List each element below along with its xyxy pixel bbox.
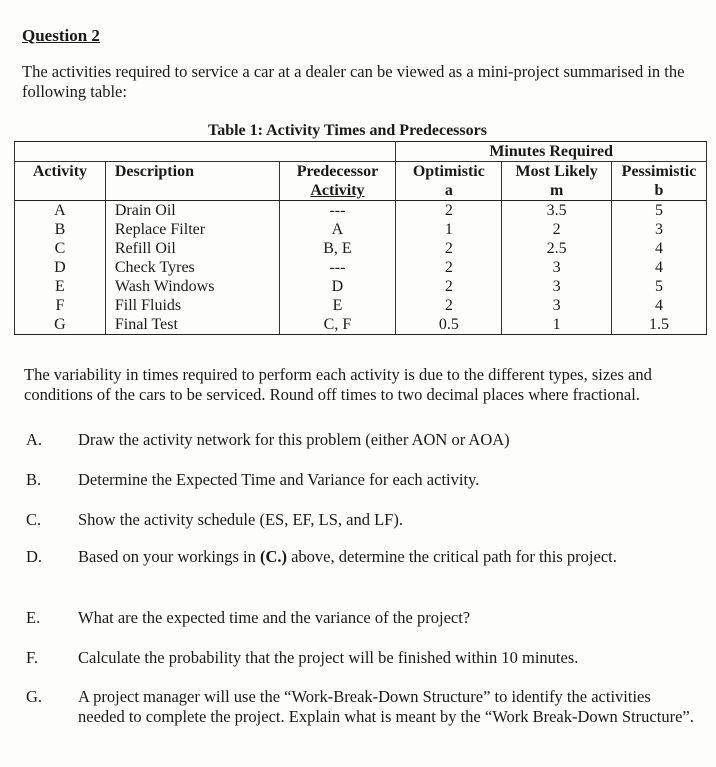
most-likely-cell: 3.5: [502, 201, 612, 221]
predecessor-cell: E: [279, 296, 396, 315]
description-cell: Final Test: [105, 315, 279, 335]
optimistic-cell: 1: [396, 220, 502, 239]
question-text: Show the activity schedule (ES, EF, LS, and LF).: [78, 510, 403, 529]
table-row: [15, 220, 707, 239]
most-likely-cell: 3: [502, 296, 612, 315]
question-label: E.: [26, 608, 41, 627]
description-cell: Wash Windows: [105, 277, 279, 296]
activity-header: Activity: [15, 162, 106, 182]
intro-paragraph: The activities required to service a car at a dealer can be viewed as a mini-project summarised in the following table:: [22, 62, 685, 101]
predecessor-cell: ---: [279, 201, 396, 221]
question-text: Determine the Expected Time and Variance for each activity.: [78, 470, 480, 489]
activity-cell: A: [15, 201, 106, 221]
question-text: Based on your workings in (C.) above, determine the critical path for this project.: [78, 547, 617, 566]
most-likely-header: Most Likely: [502, 162, 612, 182]
pessimistic-cell: 4: [612, 258, 707, 277]
activity-cell: G: [15, 315, 106, 335]
description-cell: Refill Oil: [105, 239, 279, 258]
most-likely-cell: 1: [502, 315, 612, 335]
description-cell: Fill Fluids: [105, 296, 279, 315]
most-likely-cell: 3: [502, 258, 612, 277]
question-text: What are the expected time and the variance of the project?: [78, 608, 471, 627]
b-header: b: [612, 181, 707, 201]
optimistic-cell: 2: [396, 201, 502, 221]
predecessor-header: Predecessor: [279, 162, 396, 182]
description-cell: Replace Filter: [105, 220, 279, 239]
activity-cell: E: [15, 277, 106, 296]
pessimistic-cell: 1.5: [612, 315, 707, 335]
most-likely-cell: 2.5: [502, 239, 612, 258]
most-likely-cell: 2: [502, 220, 612, 239]
variability-paragraph: The variability in times required to perform each activity is due to the different types, sizes and conditions of the cars to be serviced. Round off times to two decimal places where fractional.: [24, 365, 652, 404]
table-row: [15, 296, 707, 315]
question-text: A project manager will use the “Work-Break-Down Structure” to identify the activities needed to complete the project. Explain what is meant by the “Work Break-Down Structure”.: [78, 687, 694, 726]
predecessor-cell: D: [279, 277, 396, 296]
question-label: C.: [26, 510, 42, 529]
question-label: D.: [26, 547, 43, 566]
question-label: G.: [26, 687, 43, 706]
pessimistic-cell: 4: [612, 296, 707, 315]
optimistic-cell: 2: [396, 277, 502, 296]
description-cell: Check Tyres: [105, 258, 279, 277]
question-heading: Question 2: [22, 26, 100, 45]
pessimistic-cell: 5: [612, 201, 707, 221]
question-text: Draw the activity network for this problem (either AON or AOA): [78, 430, 510, 449]
question-label: B.: [26, 470, 42, 489]
most-likely-cell: 3: [502, 277, 612, 296]
pessimistic-cell: 5: [612, 277, 707, 296]
description-header: Description: [105, 162, 279, 182]
minutes-required-header: Minutes Required: [396, 142, 707, 162]
predecessor-cell: A: [279, 220, 396, 239]
predecessor-activity-header: Activity: [310, 182, 365, 199]
table-header-row: [15, 181, 707, 201]
question-label: F.: [26, 648, 38, 667]
table-row: [15, 277, 707, 296]
optimistic-cell: 0.5: [396, 315, 502, 335]
predecessor-cell: C, F: [279, 315, 396, 335]
optimistic-cell: 2: [396, 296, 502, 315]
m-header: m: [502, 181, 612, 201]
table-row: [15, 239, 707, 258]
question-text: Calculate the probability that the project will be finished within 10 minutes.: [78, 648, 579, 667]
pessimistic-cell: 4: [612, 239, 707, 258]
description-cell: Drain Oil: [105, 201, 279, 221]
predecessor-cell: B, E: [279, 239, 396, 258]
activity-cell: F: [15, 296, 106, 315]
activity-cell: C: [15, 239, 106, 258]
activity-cell: B: [15, 220, 106, 239]
table-header-row: [15, 142, 707, 162]
pessimistic-header: Pessimistic: [612, 162, 707, 182]
a-header: a: [396, 181, 502, 201]
activity-table: [14, 141, 707, 335]
table-title: Table 1: Activity Times and Predecessors: [208, 122, 487, 139]
table-row: [15, 315, 707, 335]
activity-cell: D: [15, 258, 106, 277]
optimistic-cell: 2: [396, 258, 502, 277]
question-label: A.: [26, 430, 43, 449]
table-header-row: [15, 162, 707, 182]
optimistic-header: Optimistic: [396, 162, 502, 182]
optimistic-cell: 2: [396, 239, 502, 258]
table-row: [15, 201, 707, 221]
predecessor-cell: ---: [279, 258, 396, 277]
pessimistic-cell: 3: [612, 220, 707, 239]
table-row: [15, 258, 707, 277]
